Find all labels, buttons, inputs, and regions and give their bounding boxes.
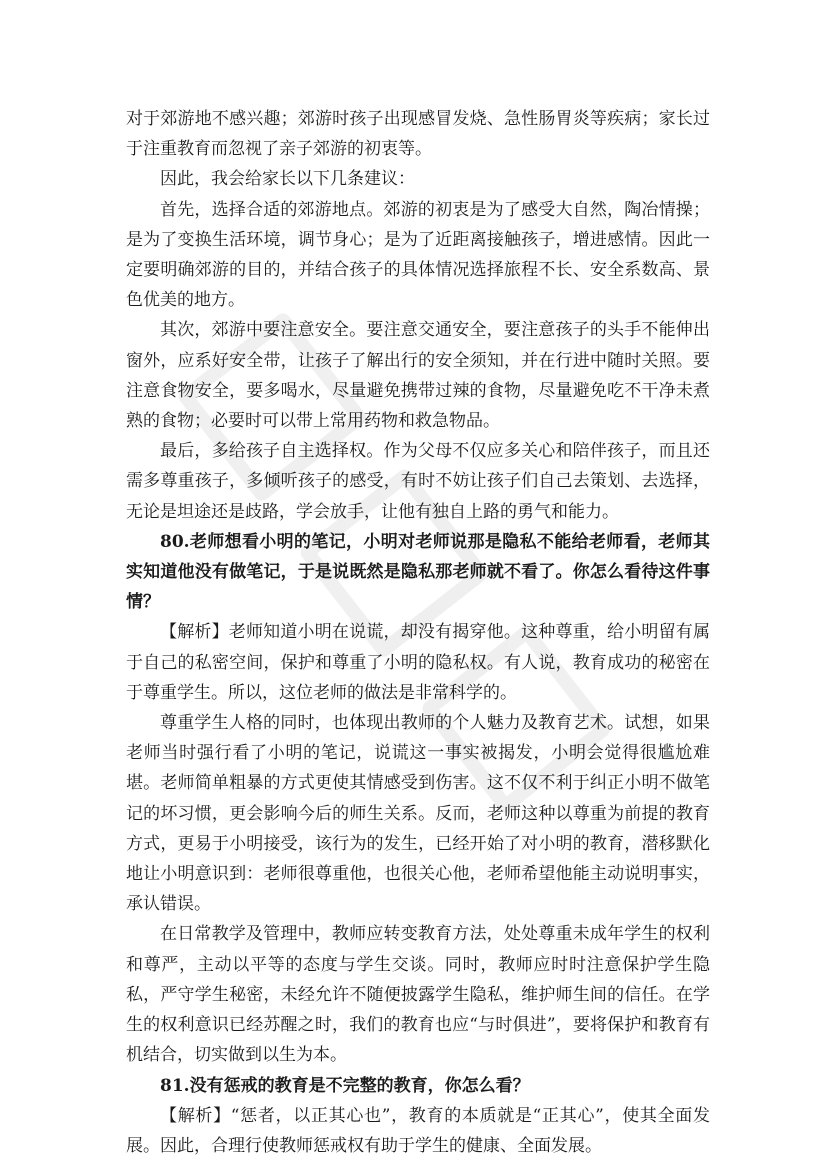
document-body xyxy=(126,104,710,1161)
answer-80-p1: 【解析】老师知道小明在说谎，却没有揭穿他。这种尊重，给小明留有属于自己的私密空间，保护和尊重了小明的隐私权。有人说，教育成功的秘密在于尊重学生。所以，这位老师的做法是非常科学的。 xyxy=(126,622,710,703)
answer-81-p1: 【解析】“惩者，以正其心也”，教育的本质就是“正其心”，使其全面发展。因此，合理行使教师惩戒权有助于学生的健康、全面发展。 xyxy=(126,1105,710,1156)
answer-80-p2: 尊重学生人格的同时，也体现出教师的个人魅力及教育艺术。试想，如果老师当时强行看了小明的笔记，说谎这一事实被揭发，小明会觉得很尴尬难堪。老师简单粗暴的方式更使其情感受到伤害。这不仅不利于纠正小明不做笔记的坏习惯，更会影响今后的师生关系。反而，老师这种以尊重为前提的教育方式，更易于小明接受，该行为的发生，已经开始了对小明的教育，潜移默化地让小明意识到：老师很尊重他，也很关心他，老师希望他能主动说明事实，承认错误。 xyxy=(126,713,710,915)
paragraph-2: 因此，我会给家长以下几条建议： xyxy=(160,169,415,190)
paragraph-3: 首先，选择合适的郊游地点。郊游的初衷是为了感受大自然，陶冶情操；是为了变换生活环境，调节身心；是为了近距离接触孩子，增进感情。因此一定要明确郊游的目的，并结合孩子的具体情况选择旅程不长、安全系数高、景色优美的地方。 xyxy=(126,199,710,311)
question-80: 80.老师想看小明的笔记，小明对老师说那是隐私不能给老师看，老师其实知道他没有做笔记，于是说既然是隐私那老师就不看了。你怎么看待这件事情？ xyxy=(126,531,710,613)
paragraph-1: 对于郊游地不感兴趣；郊游时孩子出现感冒发烧、急性肠胃炎等疾病；家长过于注重教育而忽视了亲子郊游的初衷等。 xyxy=(126,109,710,160)
paragraph-5: 最后，多给孩子自主选择权。作为父母不仅应多关心和陪伴孩子，而且还需多尊重孩子，多倾听孩子的感受，有时不妨让孩子们自己去策划、去选择，无论是坦途还是歧路，学会放手，让他有独自上路的勇气和能力。 xyxy=(126,441,710,522)
answer-80-p3: 在日常教学及管理中，教师应转变教育方法，处处尊重未成年学生的权利和尊严，主动以平等的态度与学生交谈。同时，教师应时时注意保护学生隐私，严守学生秘密，未经允许不随便披露学生隐私，维护师生间的信任。在学生的权利意识已经苏醒之时，我们的教育也应“与时俱进”，要将保护和教育有机结合，切实做到以生为本。 xyxy=(126,924,710,1066)
question-81: 81.没有惩戒的教育是不完整的教育，你怎么看？ xyxy=(160,1075,530,1096)
paragraph-4: 其次，郊游中要注意安全。要注意交通安全，要注意孩子的头手不能伸出窗外，应系好安全带，让孩子了解出行的安全须知，并在行进中随时关照。要注意食物安全，要多喝水，尽量避免携带过辣的食物，尽量避免吃不干净未煮熟的食物；必要时可以带上常用药物和救急物品。 xyxy=(126,320,710,432)
